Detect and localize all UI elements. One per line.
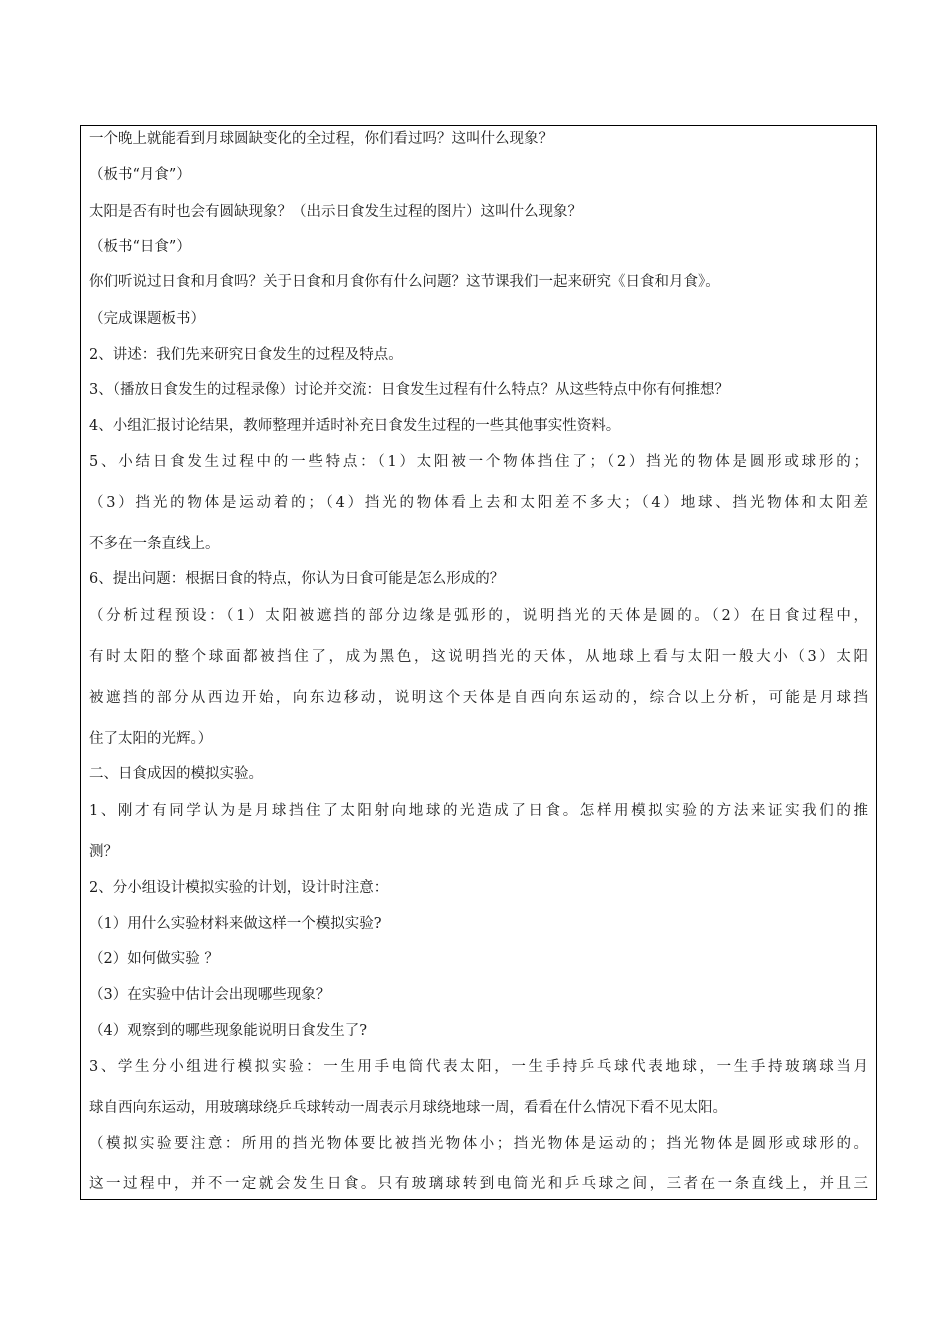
text-line: 6、提出问题：根据日食的特点，你认为日食可能是怎么形成的？ [89, 571, 505, 587]
text-line: 2、分小组设计模拟实验的计划，设计时注意： [89, 880, 389, 896]
text-line: （3）挡光的物体是运动着的；（4）挡光的物体看上去和太阳差不多大；（4）地球、挡光物体和太阳差 [89, 495, 868, 511]
text-line: （分析过程预设：（1）太阳被遮挡的部分边缘是弧形的，说明挡光的天体是圆的。（2）在日食过程中， [89, 608, 868, 624]
text-line: 二、日食成因的模拟实验。 [89, 766, 263, 782]
text-line: （板书“月食”） [89, 167, 191, 183]
lesson-plan-table-cell [80, 125, 877, 1200]
text-line: 3、学生分小组进行模拟实验：一生用手电筒代表太阳，一生手持乒乓球代表地球，一生手持玻璃球当月 [89, 1059, 868, 1075]
text-line: 被遮挡的部分从西边开始，向东边移动，说明这个天体是自西向东运动的，综合以上分析，可能是月球挡 [89, 690, 868, 706]
text-line: （完成课题板书） [89, 311, 205, 327]
text-line: 球自西向东运动，用玻璃球绕乒乓球转动一周表示月球绕地球一周，看看在什么情况下看不见太阳。 [89, 1100, 727, 1116]
text-line: 3、（播放日食发生的过程录像）讨论并交流：日食发生过程有什么特点？从这些特点中你有何推想？ [89, 382, 729, 398]
text-line: 有时太阳的整个球面都被挡住了，成为黑色，这说明挡光的天体，从地球上看与太阳一般大小（3）太阳 [89, 649, 868, 665]
text-line: （4）观察到的哪些现象能说明日食发生了? [89, 1023, 367, 1039]
text-line: 2、讲述：我们先来研究日食发生的过程及特点。 [89, 347, 403, 363]
text-line: 不多在一条直线上。 [89, 536, 220, 552]
text-line: 太阳是否有时也会有圆缺现象？（出示日食发生过程的图片）这叫什么现象？ [89, 204, 582, 220]
text-line: （1）用什么实验材料来做这样一个模拟实验? [89, 916, 382, 932]
text-line: （板书“日食”） [89, 239, 191, 255]
text-line: 4、小组汇报讨论结果，教师整理并适时补充日食发生过程的一些其他事实性资料。 [89, 418, 621, 434]
text-line: 一个晚上就能看到月球圆缺变化的全过程，你们看过吗？这叫什么现象？ [89, 131, 553, 147]
text-line: （2）如何做实验 ？ [89, 951, 219, 967]
text-line: 测？ [89, 844, 118, 860]
text-line: 这一过程中，并不一定就会发生日食。只有玻璃球转到电筒光和乒乓球之间，三者在一条直线上，并且三 [89, 1176, 868, 1192]
text-line: 1、刚才有同学认为是月球挡住了太阳射向地球的光造成了日食。怎样用模拟实验的方法来证实我们的推 [89, 803, 868, 819]
text-line: （模拟实验要注意：所用的挡光物体要比被挡光物体小；挡光物体是运动的；挡光物体是圆形或球形的。 [89, 1136, 868, 1152]
text-line: （3）在实验中估计会出现哪些现象？ [89, 987, 331, 1003]
text-line: 你们听说过日食和月食吗？关于日食和月食你有什么问题？这节课我们一起来研究《日食和月食》。 [89, 274, 720, 290]
text-line: 住了太阳的光辉。） [89, 731, 213, 747]
text-line: 5、小结日食发生过程中的一些特点：（1）太阳被一个物体挡住了；（2）挡光的物体是圆形或球形的； [89, 454, 868, 470]
